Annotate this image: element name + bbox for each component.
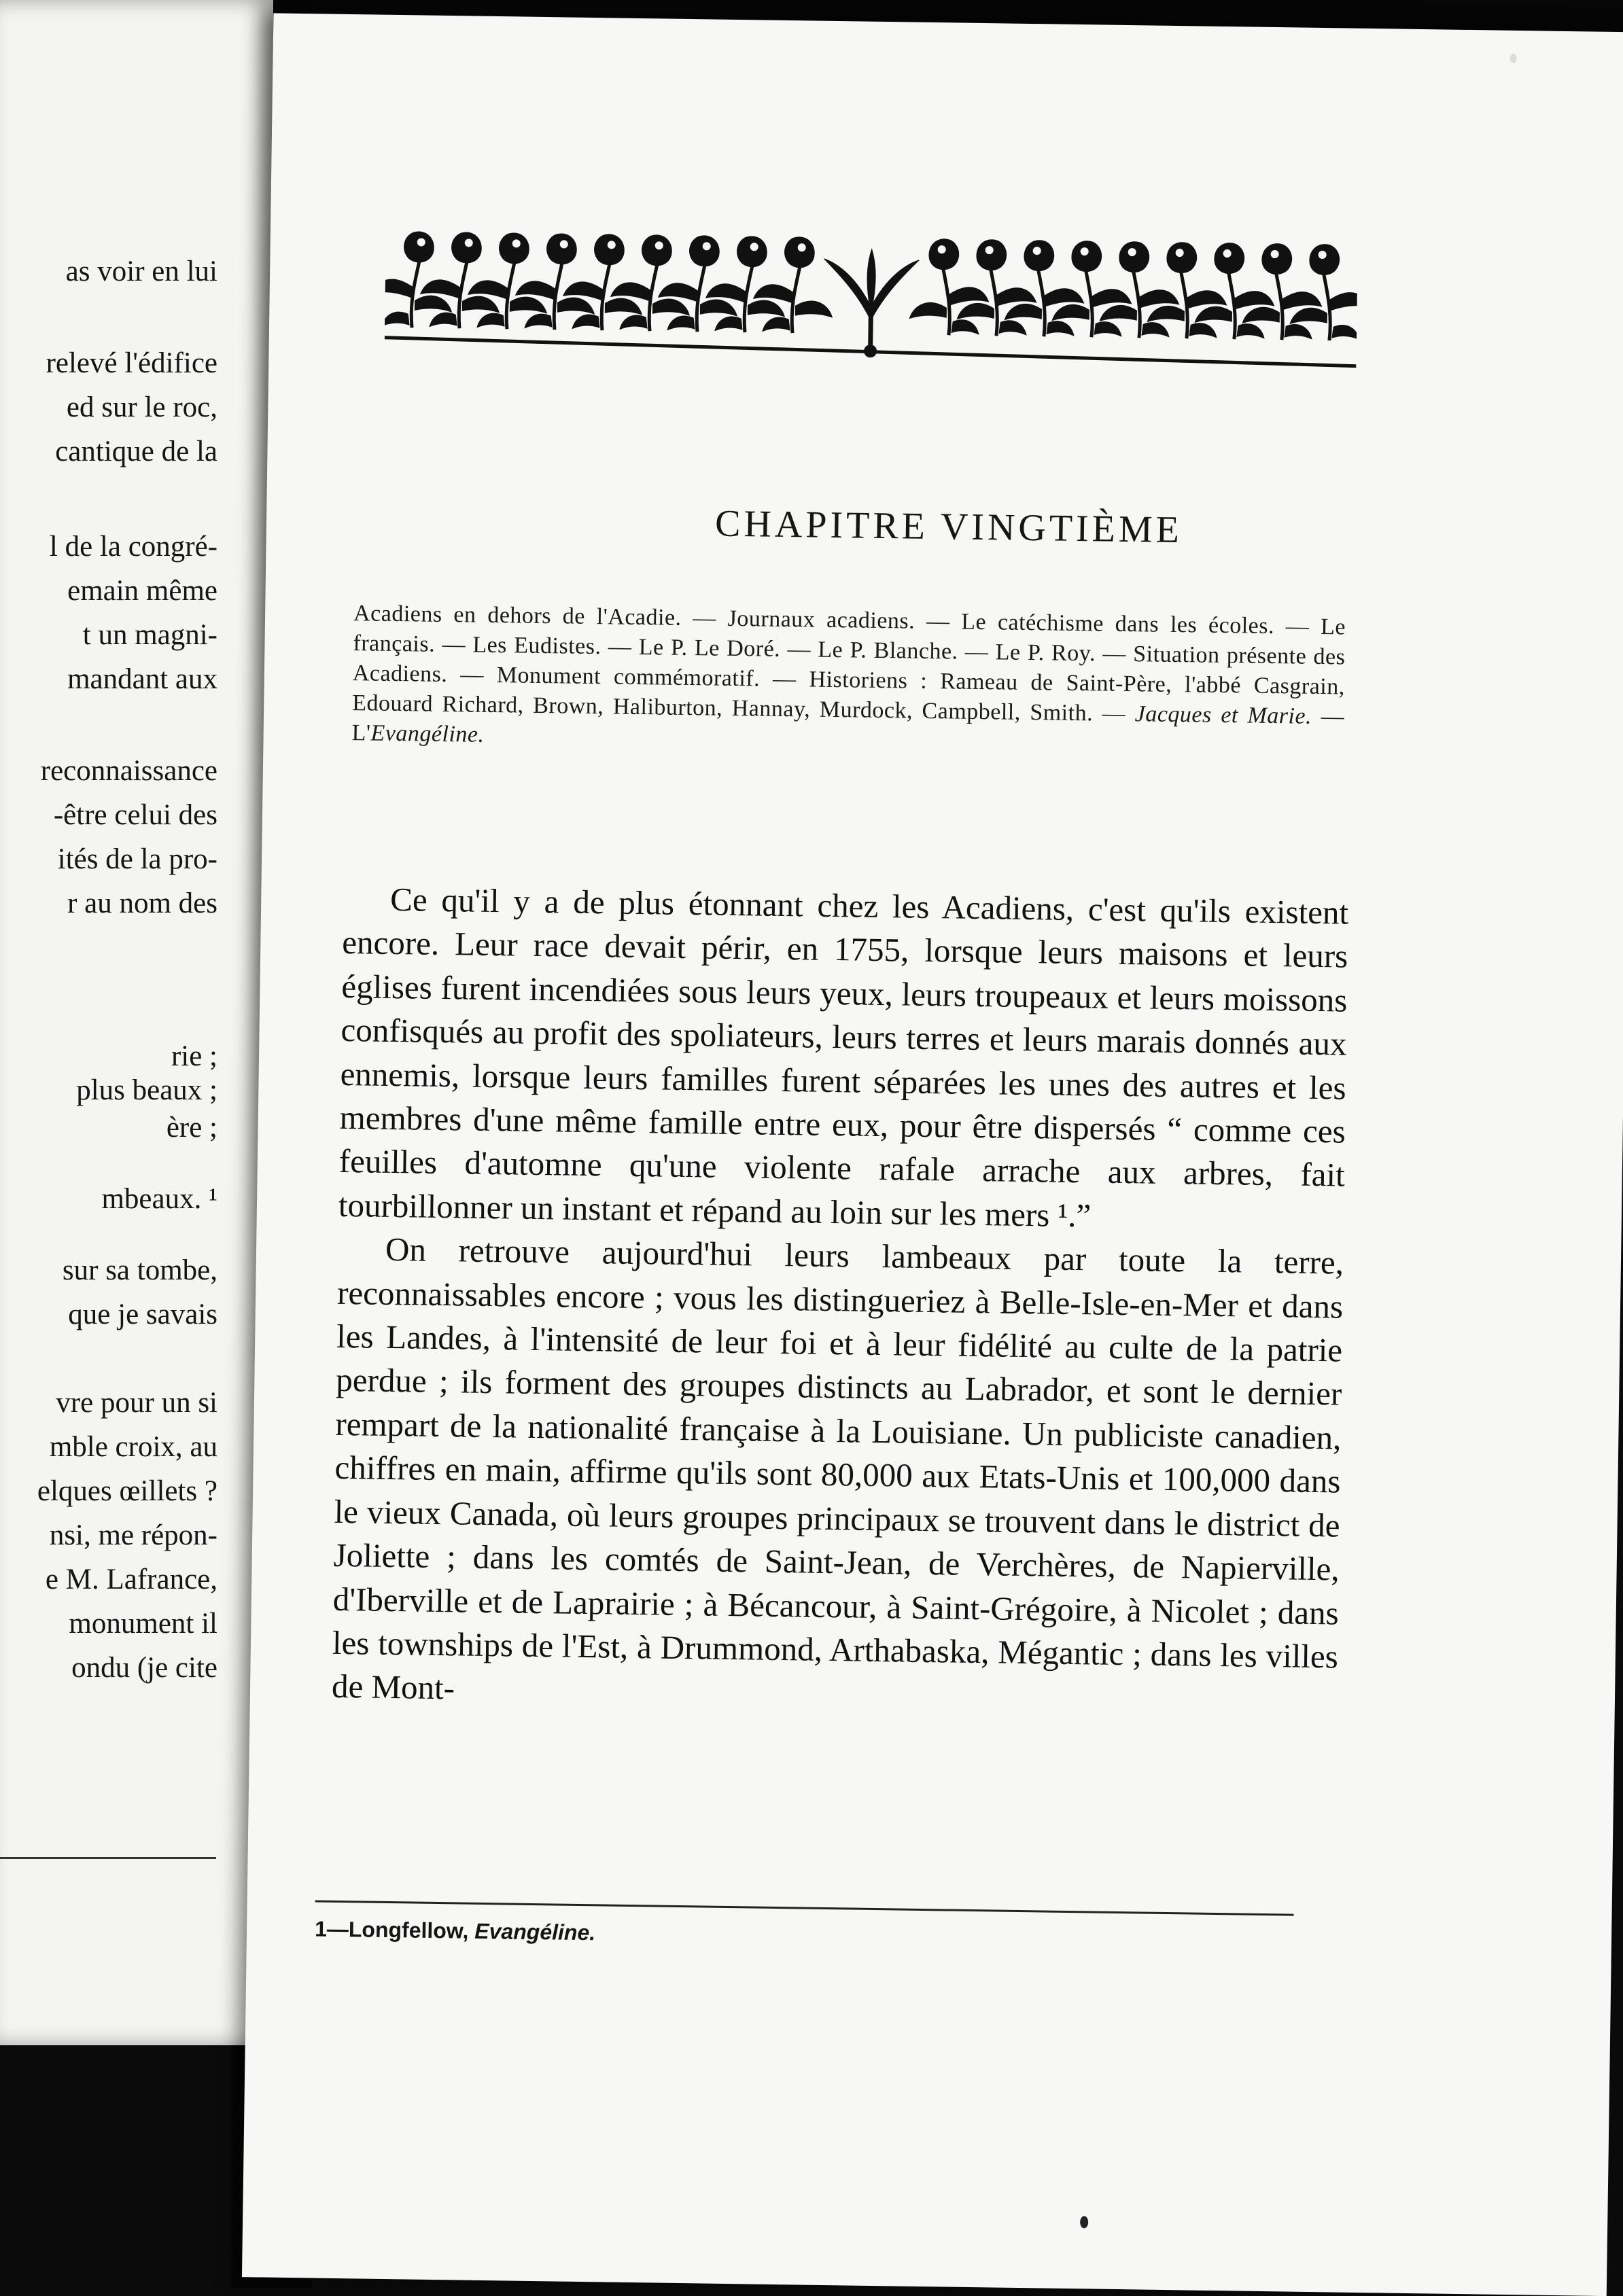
footnote [315, 1917, 596, 1946]
footnote-prefix: 1—Longfellow, [314, 1916, 475, 1943]
facing-page-line: elques œillets ? [37, 1475, 217, 1507]
facing-page-line: relevé l'édifice [46, 347, 217, 379]
facing-page-line: que je savais [68, 1299, 217, 1330]
facing-page-line: cantique de la [55, 436, 217, 467]
facing-page-line: e M. Lafrance, [45, 1564, 217, 1595]
footnote-rule [315, 1901, 1294, 1916]
facing-page-line: mandant aux [67, 663, 217, 695]
chapter-summary-dash: — L' [351, 703, 1345, 746]
facing-page-line: r au nom des [67, 887, 217, 919]
facing-page-line: plus beaux ; [76, 1074, 217, 1106]
chapter-summary-italic: Jacques et Marie. [1134, 701, 1312, 729]
paragraph-2: On retrouve aujourd'hui leurs lambeaux par toute la terre, reconnaissables encore ; vous les distingueriez à Belle-Isle-en-Mer et dans les Landes, à l'intensité de leur foi et à leur fidélité au culte de la patrie perdue ; ils forment des groupes distincts au Labrador, et sont le dernier rempart de la nationalité française à la Louisiane. Un publiciste canadien, chiffres en main, affirme qu'ils sont 80,000 aux Etats-Unis et 100,000 dans le vieux Canada, où leurs groupes principaux se trouvent dans le district de Joliette ; dans les comtés de Saint-Jean, de Verchères, de Napierville, d'Iberville et de Laprairie ; à Bécancour, à Saint-Grégoire, à Nicolet ; dans les townships de l'Est, à Drummond, Arthabaska, Mégantic ; dans les villes de Mont- [331, 1231, 1344, 1707]
facing-page-line: t un magni- [82, 619, 217, 651]
chapter-summary-text: Acadiens en dehors de l'Acadie. — Journaux acadiens. — Le catéchisme dans les écoles. — Le français. — Les Eudistes. — Le P. Le Doré. — Le P. Blanche. — Le P. Roy. — Situation présente des Acadiens. — Monument commémoratif. — Historiens : Rameau de Saint-Père, l'abbé Casgrain, Edouard Richard, Brown, Haliburton, Hannay, Murdock, Campbell, Smith. — [352, 601, 1346, 727]
chapter-summary [351, 599, 1346, 762]
page-speck [1510, 54, 1517, 63]
facing-page-line: l de la congré- [49, 531, 217, 563]
facing-page-line: ère ; [166, 1112, 217, 1144]
main-page [242, 13, 1623, 2296]
facing-page-line: ed sur le roc, [66, 391, 217, 423]
facing-page-line: nsi, me répon- [49, 1519, 217, 1551]
footnote-italic: Evangéline. [474, 1918, 596, 1945]
facing-page-line: vre pour un si [56, 1387, 217, 1419]
facing-page-line: mble croix, au [49, 1431, 217, 1463]
facing-page-line: monument il [69, 1608, 217, 1640]
chapter-title: CHAPITRE VINGTIÈME [714, 502, 1183, 552]
facing-page-line: -être celui des [53, 799, 217, 831]
facing-page [0, 0, 273, 2045]
facing-page-line: reconnaissance [40, 755, 217, 787]
facing-page-line: ondu (je cite [71, 1652, 217, 1684]
chapter-summary-italic-2: Evangéline. [370, 720, 485, 747]
facing-page-line: mbeaux. ¹ [101, 1183, 217, 1215]
facing-page-line: as voir en lui [65, 255, 217, 287]
facing-page-line: emain même [67, 575, 217, 607]
facing-page-line: ités de la pro- [57, 843, 217, 875]
paragraph-1: Ce qu'il y a de plus étonnant chez les Acadiens, c'est qu'ils existent encore. Leur race devait périr, en 1755, lorsque leurs maisons et leurs églises furent incendiées sous leurs yeux, leurs troupeaux et leurs moissons confisqués au profit des spoliateurs, leurs terres et leurs marais donnés aux ennemis, lorsque leurs familles furent séparées les unes des autres et les membres d'une même famille entre eux, pour être dispersés “ comme ces feuilles d'automne qu'une violente rafale arrache aux arbres, fait tourbillonner un instant et répand au loin sur les mers ¹.” [338, 880, 1349, 1235]
floral-ornament-banner [384, 205, 1358, 389]
facing-page-line: sur sa tombe, [62, 1254, 217, 1286]
facing-page-line: rie ; [171, 1040, 217, 1072]
facing-page-footnote-rule [0, 1857, 216, 1859]
body-text [332, 877, 1349, 1723]
lily-ornament-icon [822, 249, 919, 358]
page-mark [1080, 2216, 1088, 2228]
